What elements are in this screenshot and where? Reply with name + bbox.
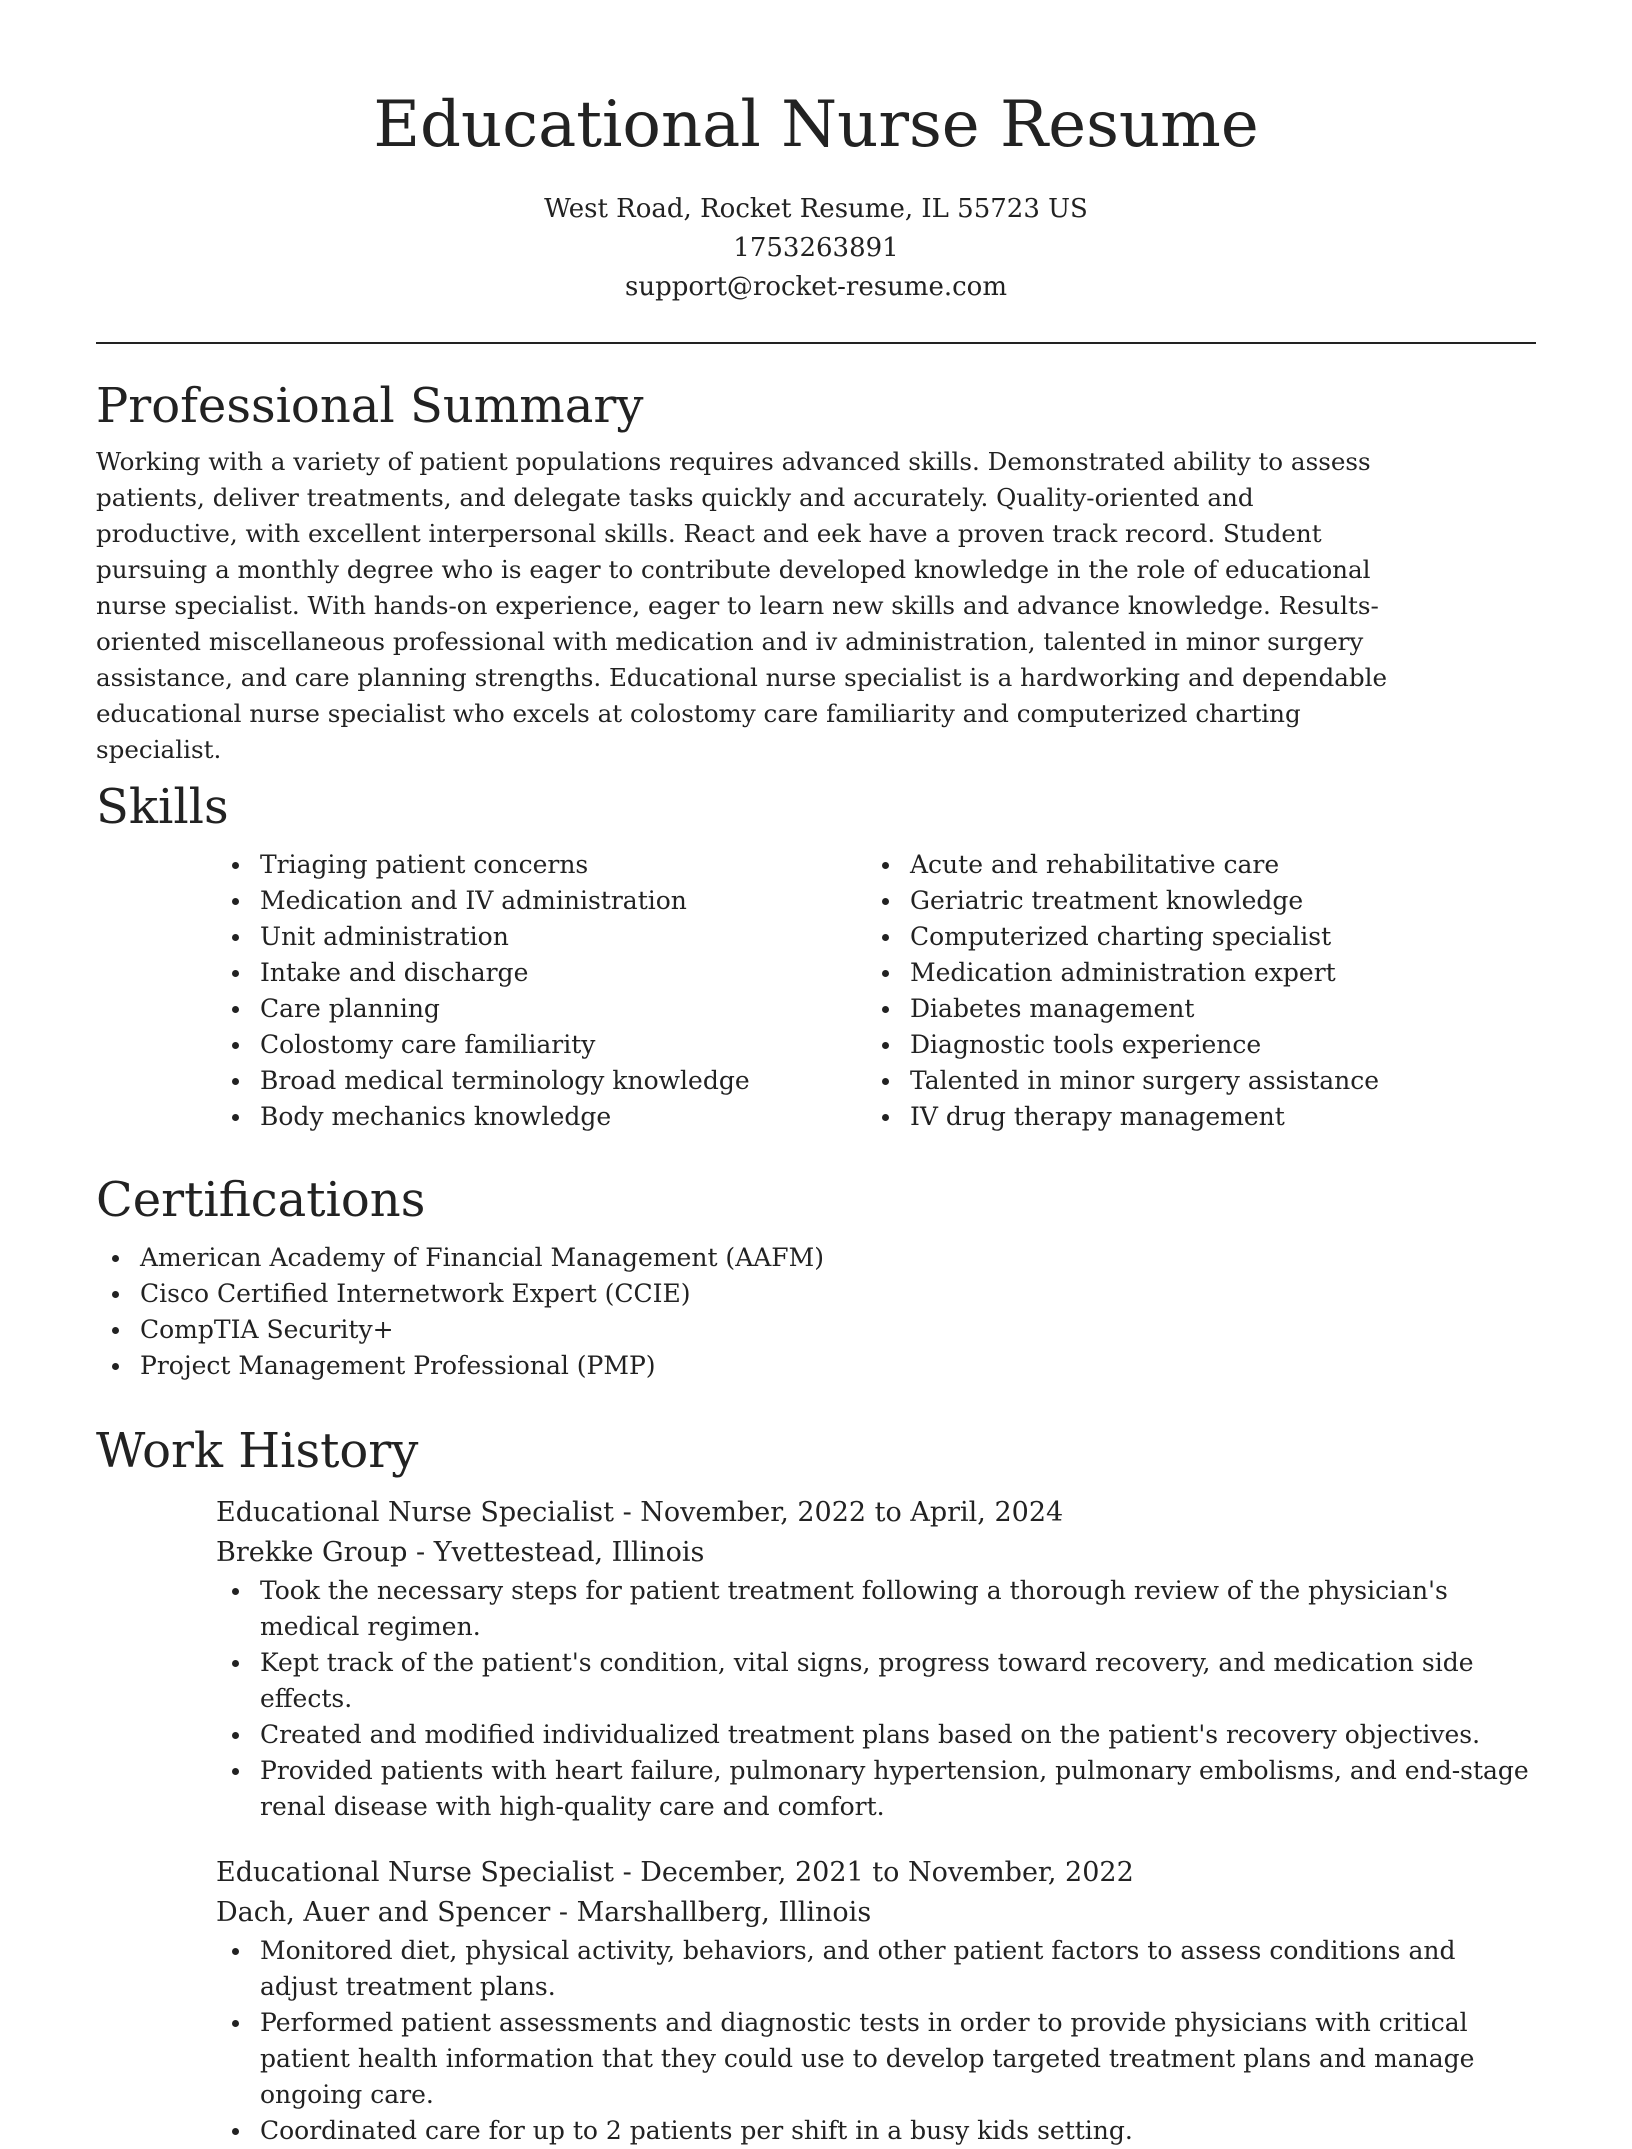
skills-column-left xyxy=(216,847,866,1135)
resume-header xyxy=(0,0,1632,307)
job-company: Brekke Group xyxy=(216,1537,408,1568)
certifications-list xyxy=(96,1240,1536,1384)
summary-section xyxy=(96,374,1536,768)
skills-column-right xyxy=(866,847,1516,1135)
header-divider xyxy=(96,342,1536,344)
skills-list-left xyxy=(216,847,866,1135)
contact-address: West Road, Rocket Resume, IL 55723 US xyxy=(544,194,1088,224)
skills-heading: Skills xyxy=(96,779,229,835)
job-dates: - December, 2021 to November, 2022 xyxy=(613,1857,1134,1888)
skill-item: Colostomy care familiarity xyxy=(216,1027,866,1063)
certification-item: American Academy of Financial Management (AAFM) xyxy=(96,1240,1536,1276)
job-company-line xyxy=(216,1893,1536,1933)
contact-email: support@rocket-resume.com xyxy=(624,272,1007,302)
summary-text: Working with a variety of patient populations requires advanced skills. Demonstrated ability to assess patients, deliver treatments, and delegate tasks quickly and accurately. Quality-oriented and productive, with excellent interpersonal skills. React and eek have a proven track record. Student pursuing a monthly degree who is eager to contribute developed knowledge in the role of educational nurse specialist. With hands-on experience, eager to learn new skills and advance knowledge. Results-oriented miscellaneous professional with medication and iv administration, talented in minor surgery assistance, and care planning strengths. Educational nurse specialist is a hardworking and dependable educational nurse specialist who excels at colostomy care familiarity and computerized charting specialist. xyxy=(96,447,1388,764)
skill-item: Talented in minor surgery assistance xyxy=(866,1063,1516,1099)
skill-item: Acute and rehabilitative care xyxy=(866,847,1516,883)
job-bullet: Coordinated care for up to 2 patients per shift in a busy kids setting. xyxy=(216,2113,1536,2149)
job-bullet: Kept track of the patient's condition, vital signs, progress toward recovery, and medication side effects. xyxy=(216,1645,1536,1717)
skill-item: Intake and discharge xyxy=(216,955,866,991)
skills-columns xyxy=(216,847,1536,1135)
job-bullet: Performed patient assessments and diagnostic tests in order to provide physicians with critical patient health information that they could use to develop targeted treatment plans and manage ongoing care. xyxy=(216,2005,1536,2113)
skill-item: Medication administration expert xyxy=(866,955,1516,991)
skill-item: Unit administration xyxy=(216,919,866,955)
skill-item: Geriatric treatment knowledge xyxy=(866,883,1516,919)
jobs-list xyxy=(216,1493,1536,2149)
job-title-line xyxy=(216,1493,1536,1533)
job-location: - Yvettestead, Illinois xyxy=(407,1537,705,1568)
job-dates: - November, 2022 to April, 2024 xyxy=(613,1497,1064,1528)
certifications-heading: Certifications xyxy=(96,1172,426,1228)
contact-phone: 1753263891 xyxy=(733,233,899,263)
job-title: Educational Nurse Specialist xyxy=(216,1497,614,1528)
skill-item: Diagnostic tools experience xyxy=(866,1027,1516,1063)
certification-item: CompTIA Security+ xyxy=(96,1312,1536,1348)
contact-info xyxy=(0,190,1632,307)
job-entry xyxy=(216,1493,1536,1825)
certification-item: Project Management Professional (PMP) xyxy=(96,1348,1536,1384)
certifications-section xyxy=(96,1168,1536,1384)
job-bullet: Provided patients with heart failure, pulmonary hypertension, pulmonary embolisms, and end-stage renal disease with high-quality care and comfort. xyxy=(216,1753,1536,1825)
job-entry xyxy=(216,1853,1536,2149)
job-title-line xyxy=(216,1853,1536,1893)
job-company: Dach, Auer and Spencer xyxy=(216,1897,551,1928)
skill-item: Care planning xyxy=(216,991,866,1027)
job-location: - Marshallberg, Illinois xyxy=(550,1897,872,1928)
skill-item: IV drug therapy management xyxy=(866,1099,1516,1135)
skill-item: Diabetes management xyxy=(866,991,1516,1027)
work-history-heading: Work History xyxy=(96,1423,419,1479)
summary-heading: Professional Summary xyxy=(96,378,644,434)
skills-section xyxy=(96,775,1536,1135)
work-history-section xyxy=(96,1419,1536,2149)
job-bullets xyxy=(216,1933,1536,2149)
job-title: Educational Nurse Specialist xyxy=(216,1857,614,1888)
job-bullet: Took the necessary steps for patient treatment following a thorough review of the physician's medical regimen. xyxy=(216,1573,1536,1645)
skills-list-right xyxy=(866,847,1516,1135)
job-company-line xyxy=(216,1533,1536,1573)
skill-item: Broad medical terminology knowledge xyxy=(216,1063,866,1099)
job-bullet: Created and modified individualized treatment plans based on the patient's recovery objectives. xyxy=(216,1717,1536,1753)
skill-item: Computerized charting specialist xyxy=(866,919,1516,955)
skill-item: Medication and IV administration xyxy=(216,883,866,919)
job-bullet: Monitored diet, physical activity, behaviors, and other patient factors to assess conditions and adjust treatment plans. xyxy=(216,1933,1536,2005)
skill-item: Body mechanics knowledge xyxy=(216,1099,866,1135)
certification-item: Cisco Certified Internetwork Expert (CCIE) xyxy=(96,1276,1536,1312)
job-bullets xyxy=(216,1573,1536,1825)
resume-name: Educational Nurse Resume xyxy=(373,88,1259,162)
skill-item: Triaging patient concerns xyxy=(216,847,866,883)
